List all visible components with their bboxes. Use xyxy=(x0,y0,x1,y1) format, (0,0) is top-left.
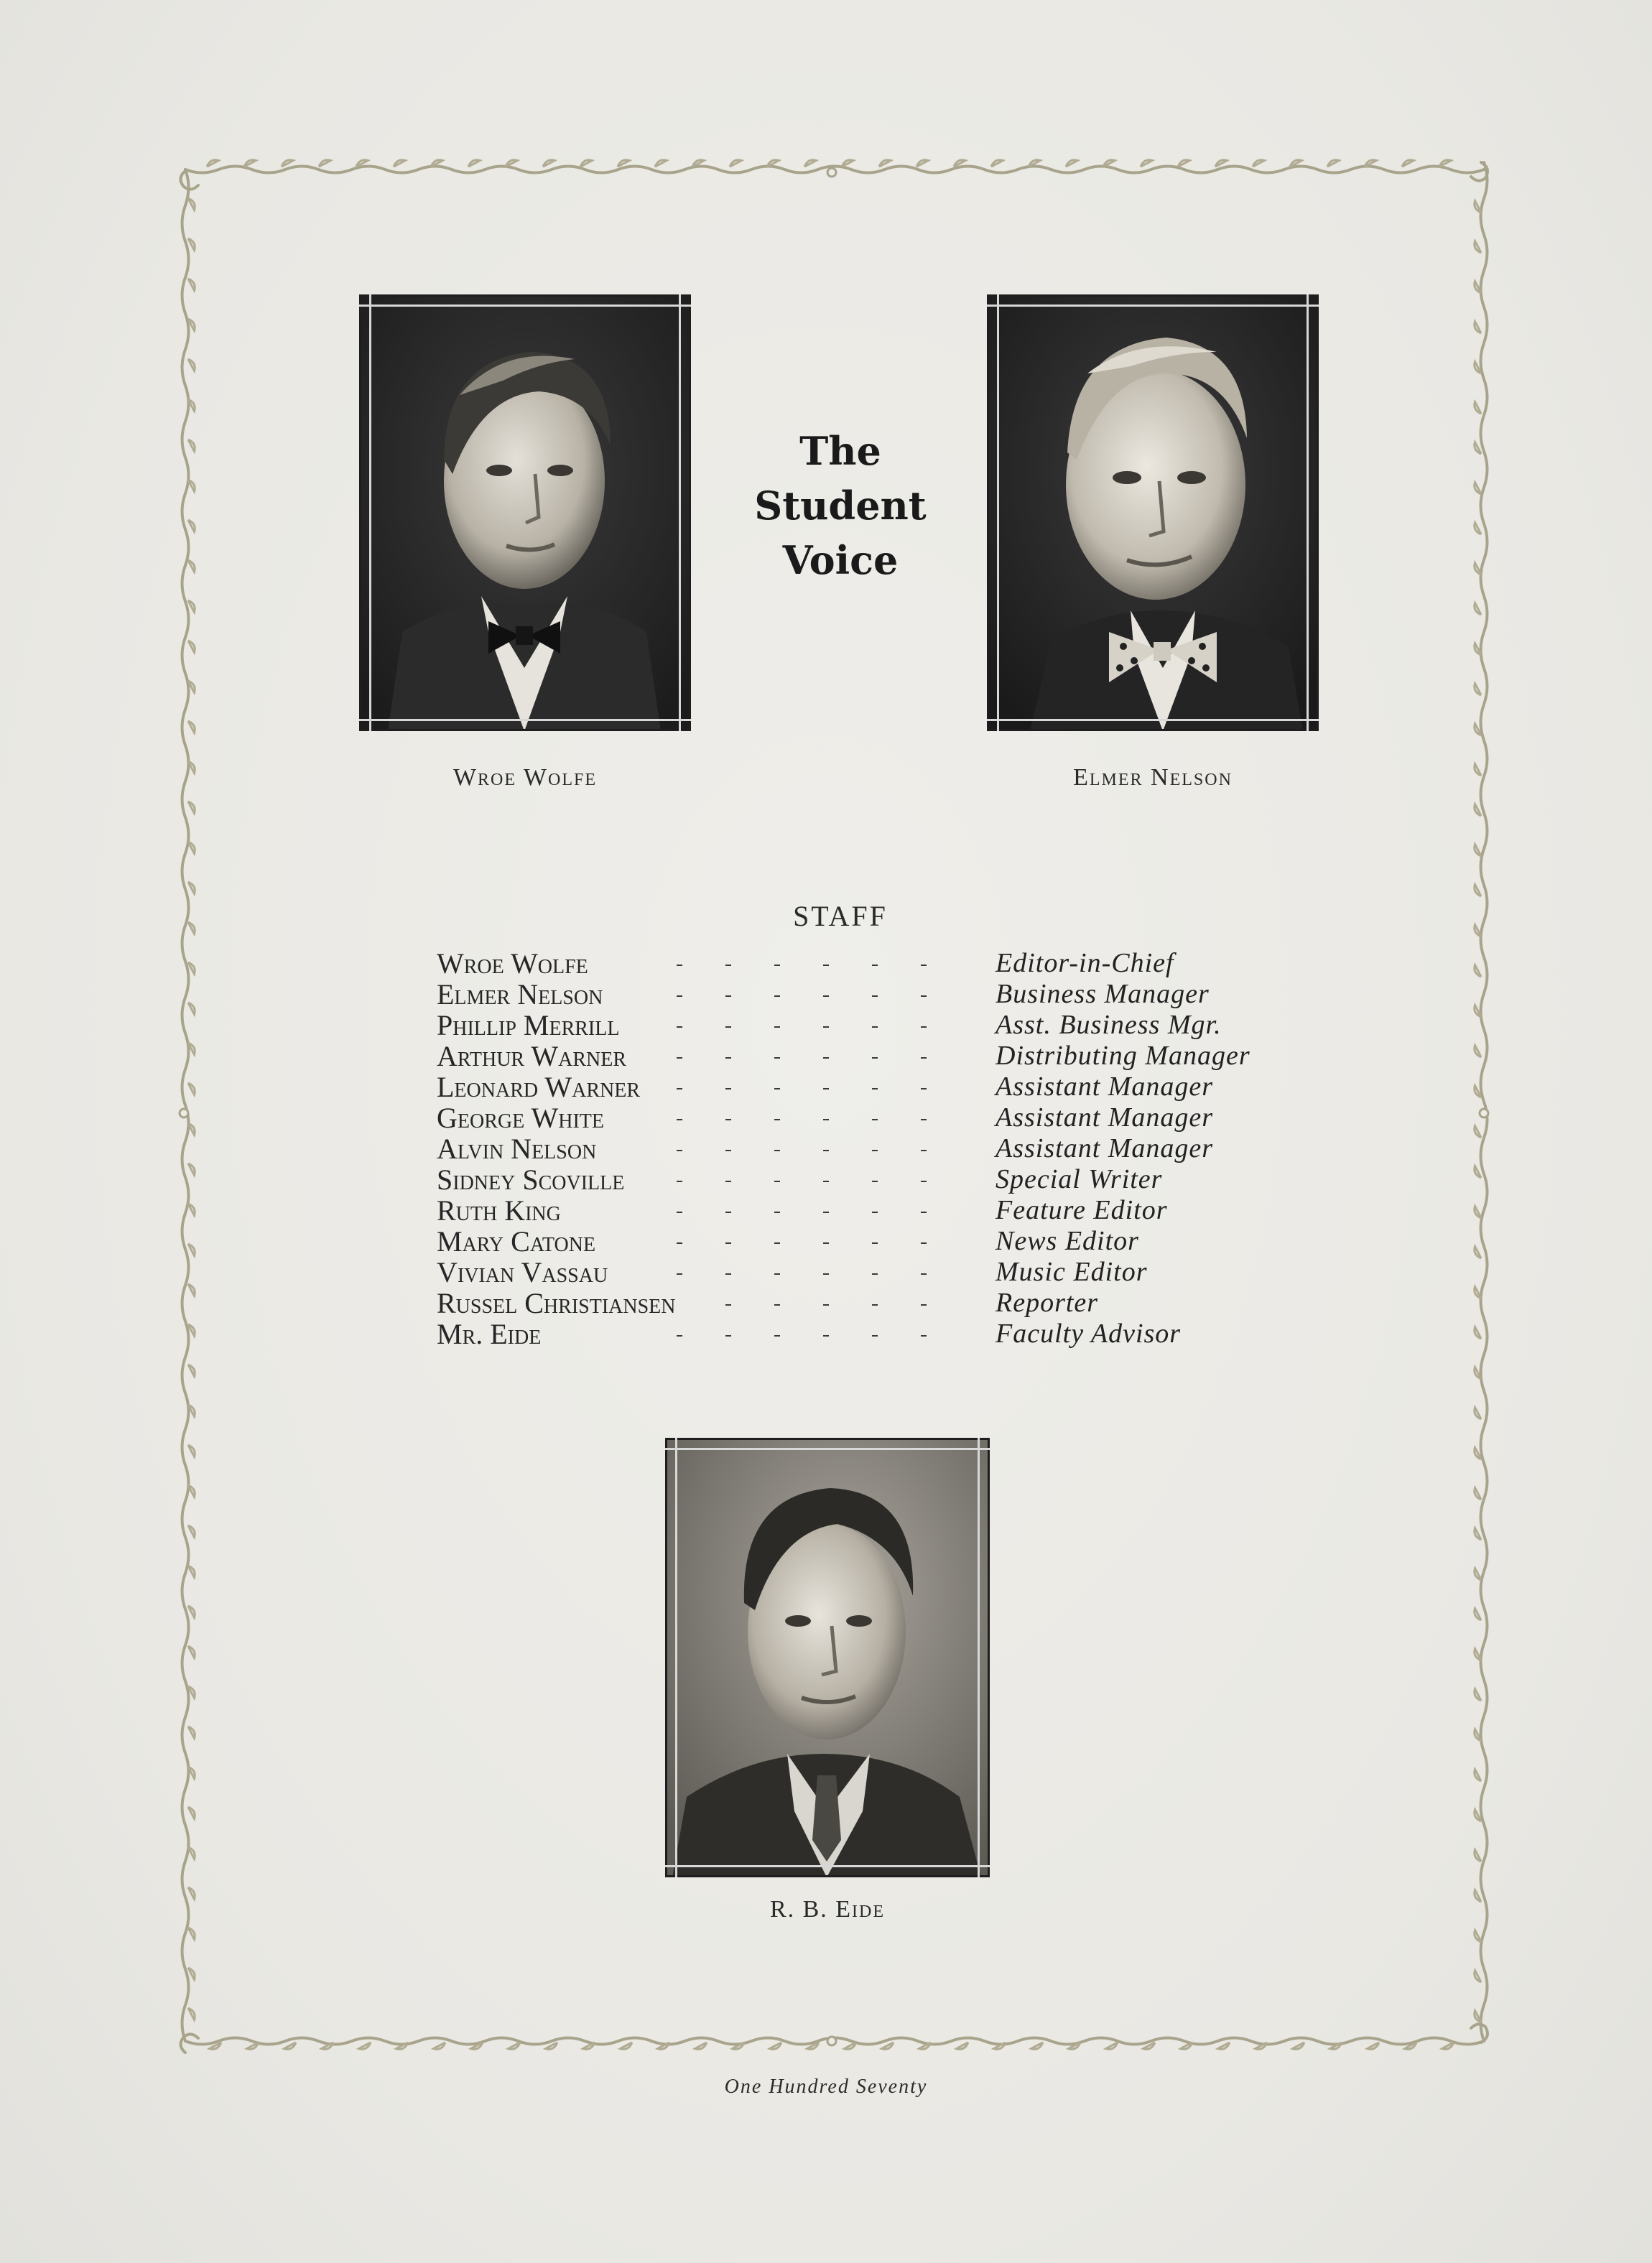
title-line-2: Student xyxy=(754,483,927,529)
staff-heading: STAFF xyxy=(793,900,888,932)
staff-name: Arthur Warner xyxy=(437,1040,627,1072)
staff-row xyxy=(437,1164,1299,1195)
staff-row xyxy=(437,1133,1299,1164)
portrait-caption-1: Wroe Wolfe xyxy=(453,764,598,791)
staff-row xyxy=(437,1010,1299,1041)
staff-list xyxy=(437,948,1299,1349)
staff-role: Special Writer xyxy=(996,1164,1163,1194)
page-number-text: One Hundred Seventy xyxy=(724,2076,928,2098)
staff-role: Music Editor xyxy=(996,1257,1148,1287)
staff-role: Assistant Manager xyxy=(996,1072,1214,1102)
staff-name: Ruth King xyxy=(437,1194,561,1227)
portrait-caption-2: Elmer Nelson xyxy=(1073,764,1233,791)
staff-name: Wroe Wolfe xyxy=(437,947,588,980)
staff-role: Asst. Business Mgr. xyxy=(996,1010,1222,1040)
portrait-photo-wroe-wolfe xyxy=(359,294,691,731)
staff-role: News Editor xyxy=(996,1226,1139,1256)
staff-name: Russel Christiansen xyxy=(437,1287,676,1319)
staff-row xyxy=(437,1102,1299,1133)
portrait-photo-elmer-nelson xyxy=(987,294,1319,731)
staff-name: George White xyxy=(437,1102,604,1134)
staff-row xyxy=(437,1072,1299,1102)
staff-role: Feature Editor xyxy=(996,1195,1168,1225)
staff-name: Alvin Nelson xyxy=(437,1133,597,1165)
staff-row xyxy=(437,1319,1299,1349)
staff-row xyxy=(437,1041,1299,1072)
staff-row xyxy=(437,948,1299,979)
staff-row xyxy=(437,979,1299,1010)
staff-role: Reporter xyxy=(996,1288,1099,1318)
staff-role: Assistant Manager xyxy=(996,1133,1214,1163)
staff-role: Faculty Advisor xyxy=(996,1319,1182,1349)
staff-role: Distributing Manager xyxy=(996,1041,1250,1071)
staff-name: Mary Catone xyxy=(437,1225,596,1258)
title-line-1: The xyxy=(799,428,881,474)
portrait-caption-3: R. B. Eide xyxy=(769,1896,886,1923)
portrait-photo-r-b-eide xyxy=(665,1438,990,1877)
publication-title xyxy=(733,424,948,587)
staff-name: Elmer Nelson xyxy=(437,978,603,1010)
staff-name: Phillip Merrill xyxy=(437,1009,620,1041)
staff-name: Vivian Vassau xyxy=(437,1256,608,1288)
staff-role: Business Manager xyxy=(996,979,1210,1009)
staff-name: Mr. Eide xyxy=(437,1318,542,1350)
staff-name: Leonard Warner xyxy=(437,1071,641,1103)
staff-row xyxy=(437,1257,1299,1288)
title-line-3: Voice xyxy=(782,537,899,583)
staff-row xyxy=(437,1226,1299,1257)
staff-role: Editor-in-Chief xyxy=(996,948,1174,978)
staff-row xyxy=(437,1288,1299,1319)
staff-name: Sidney Scoville xyxy=(437,1163,625,1196)
staff-role: Assistant Manager xyxy=(996,1102,1214,1133)
staff-row xyxy=(437,1195,1299,1226)
